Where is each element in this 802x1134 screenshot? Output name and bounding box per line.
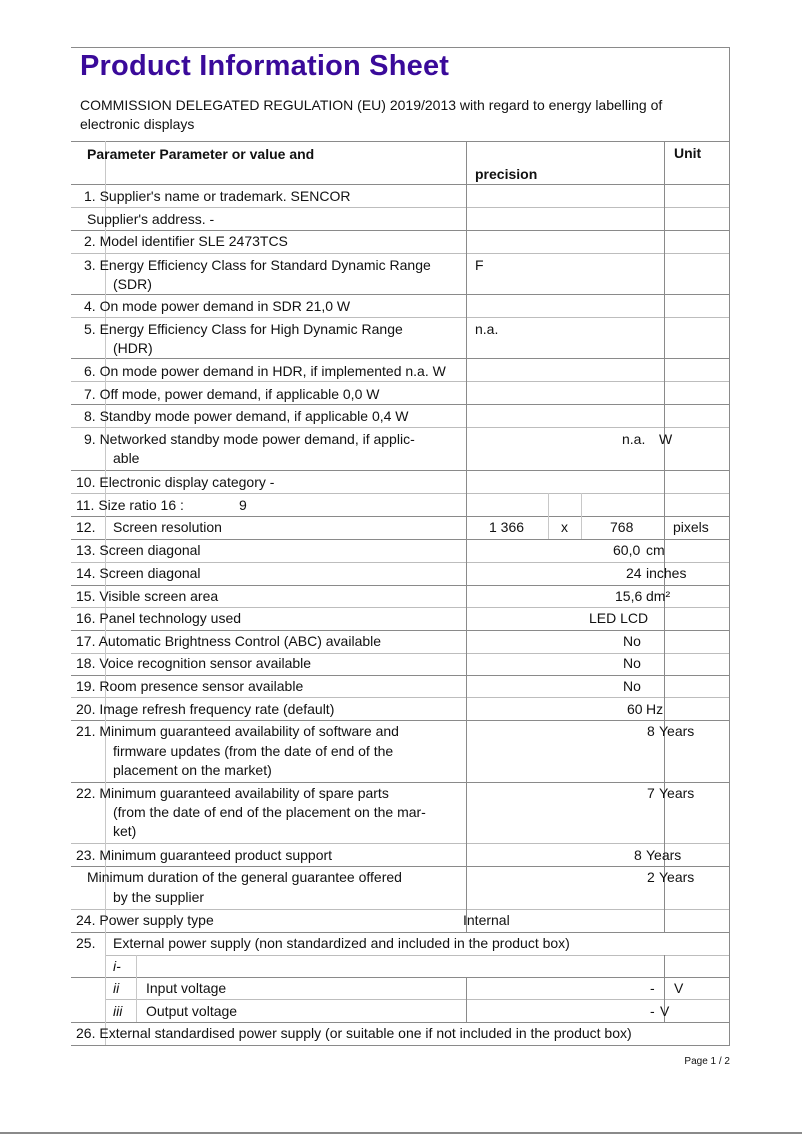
- rule: [71, 585, 729, 586]
- row-resolution-label: Screen resolution: [113, 519, 222, 535]
- row-diagonal-cm: 13. Screen diagonal: [76, 542, 201, 558]
- row-eec-sdr-cont: (SDR): [113, 276, 152, 292]
- row-off-mode: 7. Off mode, power demand, if applicable 0,0 W: [84, 386, 380, 402]
- rule: [105, 955, 729, 956]
- rule: [71, 317, 729, 318]
- rule: [105, 999, 729, 1000]
- row-eec-hdr: 5. Energy Efficiency Class for High Dynamic Range: [84, 321, 403, 337]
- row-size-ratio-value: 9: [239, 497, 247, 513]
- rule: [71, 207, 729, 208]
- unit-diagonal-inch: inches: [646, 565, 687, 581]
- rule: [71, 1045, 729, 1046]
- rule: [71, 493, 729, 494]
- row-presence-sensor: 19. Room presence sensor available: [76, 678, 304, 694]
- unit-product-support: Years: [646, 847, 682, 863]
- rule: [71, 675, 729, 676]
- regulation-subtitle: COMMISSION DELEGATED REGULATION (EU) 2019/2013 with regard to energy labelling of electronic displays: [80, 97, 663, 132]
- value-resolution-vertical: 768: [610, 519, 634, 535]
- rule: [71, 977, 729, 978]
- row-panel-tech: 16. Panel technology used: [76, 610, 242, 626]
- rule: [71, 782, 729, 783]
- row-diagonal-inch: 14. Screen diagonal: [76, 565, 201, 581]
- row-product-support: 23. Minimum guaranteed product support: [76, 847, 333, 863]
- rule: [71, 843, 729, 844]
- page-number: Page 1 / 2: [684, 1056, 730, 1067]
- unit-general-guarantee: Years: [659, 869, 695, 885]
- row-abc: 17. Automatic Brightness Control (ABC) available: [76, 633, 382, 649]
- rule: [71, 516, 729, 517]
- row-voice-sensor: 18. Voice recognition sensor available: [76, 655, 312, 671]
- unit-output-voltage: V: [660, 1003, 670, 1019]
- row-spare-parts-cont2: ket): [113, 823, 137, 839]
- row-model-identifier: 2. Model identifier SLE 2473TCS: [84, 233, 288, 249]
- value-general-guarantee: 2: [647, 869, 655, 885]
- value-eec-hdr: n.a.: [475, 321, 499, 337]
- unit-resolution: pixels: [673, 519, 709, 535]
- rule: [71, 404, 729, 405]
- rule: [71, 697, 729, 698]
- row-psu-i: i-: [113, 958, 121, 974]
- rule: [71, 630, 729, 631]
- value-networked-standby: n.a.: [622, 431, 646, 447]
- row-software-updates: 21. Minimum guaranteed availability of software and: [76, 723, 399, 739]
- column-rule: [466, 141, 467, 932]
- value-diagonal-cm: 60,0: [613, 542, 641, 558]
- column-rule: [136, 955, 137, 1022]
- row-refresh-rate: 20. Image refresh frequency rate (default): [76, 701, 335, 717]
- row-psu-iii: iii: [113, 1003, 123, 1019]
- rule: [71, 1022, 729, 1023]
- value-panel-tech: LED LCD: [589, 610, 649, 626]
- row-display-category: 10. Electronic display category -: [76, 474, 275, 490]
- rule: [71, 253, 729, 254]
- row-output-voltage: Output voltage: [146, 1003, 238, 1019]
- column-rule: [581, 493, 582, 539]
- value-input-voltage: -: [650, 980, 655, 996]
- row-general-guarantee: Minimum duration of the general guarantee offered: [87, 869, 402, 885]
- unit-diagonal-cm: cm: [646, 542, 665, 558]
- row-eec-sdr: 3. Energy Efficiency Class for Standard Dynamic Range: [84, 257, 431, 273]
- rule: [71, 470, 729, 471]
- value-spare-parts: 7: [647, 785, 655, 801]
- page-title: Product Information Sheet: [80, 50, 450, 82]
- column-rule: [548, 493, 549, 539]
- row-size-ratio: 11. Size ratio 16 :: [76, 497, 184, 513]
- row-screen-area: 15. Visible screen area: [76, 588, 219, 604]
- value-resolution-horizontal: 1 366: [489, 519, 525, 535]
- value-resolution-x: x: [561, 519, 568, 535]
- row-power-hdr: 6. On mode power demand in HDR, if implemented n.a. W: [84, 363, 446, 379]
- unit-screen-area: dm²: [646, 588, 671, 604]
- rule: [71, 184, 729, 185]
- unit-networked-standby: W: [659, 431, 673, 447]
- value-eec-sdr: F: [475, 257, 484, 273]
- row-software-updates-cont: firmware updates (from the date of end of the: [113, 743, 394, 759]
- row-external-psu-num: 25.: [76, 935, 96, 951]
- row-psu-ii: ii: [113, 980, 120, 996]
- value-output-voltage: -: [650, 1003, 655, 1019]
- value-product-support: 8: [634, 847, 642, 863]
- rule: [71, 866, 729, 867]
- unit-spare-parts: Years: [659, 785, 695, 801]
- row-external-standardised-psu: 26. External standardised power supply (or suitable one if not included in the product box): [76, 1025, 632, 1041]
- header-unit: Unit: [674, 145, 702, 161]
- row-resolution-num: 12.: [76, 519, 96, 535]
- value-presence-sensor: No: [623, 678, 641, 694]
- rule: [71, 539, 729, 540]
- rule: [71, 358, 729, 359]
- row-power-supply-type: 24. Power supply type: [76, 912, 214, 928]
- rule: [71, 720, 729, 721]
- rule: [71, 427, 729, 428]
- value-voice-sensor: No: [623, 655, 641, 671]
- rule: [71, 562, 729, 563]
- unit-input-voltage: V: [674, 980, 684, 996]
- rule: [71, 294, 729, 295]
- row-software-updates-cont2: placement on the market): [113, 762, 272, 778]
- row-spare-parts: 22. Minimum guaranteed availability of spare parts: [76, 785, 389, 801]
- row-standby: 8. Standby mode power demand, if applicable 0,4 W: [84, 408, 409, 424]
- value-screen-area: 15,6: [615, 588, 643, 604]
- rule: [71, 909, 729, 910]
- value-software-updates: 8: [647, 723, 655, 739]
- row-networked-standby: 9. Networked standby mode power demand, if applic-: [84, 431, 415, 447]
- rule: [71, 141, 729, 142]
- value-refresh-rate: 60: [627, 701, 643, 717]
- header-precision: precision: [475, 166, 538, 182]
- rule: [71, 230, 729, 231]
- rule: [71, 607, 729, 608]
- header-parameter: Parameter Parameter or value and: [87, 146, 315, 162]
- row-supplier-address: Supplier's address. -: [87, 211, 215, 227]
- column-rule: [664, 141, 665, 932]
- row-power-sdr: 4. On mode power demand in SDR 21,0 W: [84, 298, 351, 314]
- column-rule: [466, 977, 467, 1022]
- row-supplier-name: 1. Supplier's name or trademark. SENCOR: [84, 188, 351, 204]
- unit-software-updates: Years: [659, 723, 695, 739]
- row-general-guarantee-cont: by the supplier: [113, 889, 205, 905]
- value-abc: No: [623, 633, 641, 649]
- row-input-voltage: Input voltage: [146, 980, 227, 996]
- value-diagonal-inch: 24: [626, 565, 642, 581]
- row-external-psu-label: External power supply (non standardized and included in the product box): [113, 935, 570, 951]
- value-power-supply-type: Internal: [463, 912, 510, 928]
- row-networked-standby-cont: able: [113, 450, 140, 466]
- rule: [71, 381, 729, 382]
- unit-refresh-rate: Hz: [646, 701, 664, 717]
- row-eec-hdr-cont: (HDR): [113, 340, 153, 356]
- rule: [71, 932, 729, 933]
- row-spare-parts-cont: (from the date of end of the placement on the mar-: [113, 804, 426, 820]
